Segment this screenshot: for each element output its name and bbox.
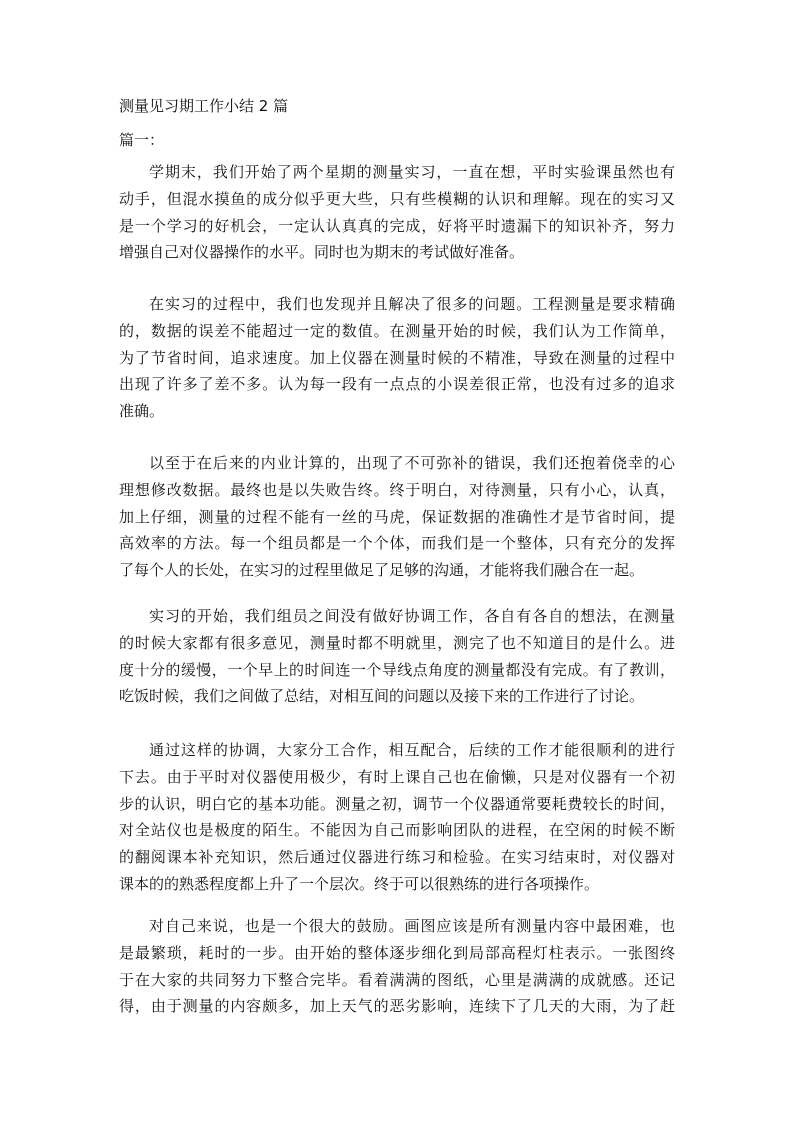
paragraph-line: 课本的的熟悉程度都上升了一个层次。终于可以很熟练的进行各项操作。 [119,874,600,893]
paragraph-line: 度十分的缓慢，一个早上的时间连一个导线点角度的测量都没有完成。有了教训， [119,660,675,679]
paragraph-line: 为了节省时间，追求速度。加上仪器在测量时候的不精准，导致在测量的过程中 [119,348,675,367]
paragraph-line: 的，数据的误差不能超过一定的数值。在测量开始的时候，我们认为工作简单， [119,321,675,340]
paragraph-line: 步的认识，明白它的基本功能。测量之初，调节一个仪器通常要耗费较长的时间， [119,794,675,813]
paragraph-line: 得，由于测量的内容颇多，加上天气的恶劣影响，连续下了几天的大雨，为了赶 [119,997,675,1016]
paragraph-line: 学期末，我们开始了两个星期的测量实习，一直在想，平时实验课虽然也有 [149,163,675,181]
paragraph-line: 了每个人的长处，在实习的过程里做足了足够的沟通，才能将我们融合在一起。 [119,561,645,580]
paragraph-3 [119,450,675,584]
paragraph-line: 准确。 [119,402,165,421]
paragraph-line: 在实习的过程中，我们也发现并且解决了很多的问题。工程测量是要求精确 [149,295,675,313]
paragraph-line: 对自己来说，也是一个很大的鼓励。画图应该是所有测量内容中最困难，也 [149,917,675,935]
paragraph-5 [119,737,675,898]
paragraph-line: 增强自己对仪器操作的水平。同时也为期末的考试做好准备。 [119,243,525,262]
paragraph-line: 是一个学习的好机会，一定认认真真的完成，好将平时遗漏下的知识补齐，努力 [119,216,675,235]
paragraph-4 [119,603,675,710]
paragraph-line: 对全站仪也是极度的陌生。不能因为自己而影响团队的进程，在空闲的时候不断 [119,821,675,840]
document-title: 测量见习期工作小结 2 篇 [119,97,289,115]
paragraph-line: 吃饭时候，我们之间做了总结，对相互间的问题以及接下来的工作进行了讨论。 [119,687,645,706]
paragraph-line: 实习的开始，我们组员之间没有做好协调工作，各自有各自的想法，在测量 [149,607,675,625]
paragraph-6 [119,913,675,1020]
paragraph-line: 的翻阅课本补充知识，然后通过仪器进行练习和检验。在实习结束时，对仪器对 [119,848,675,867]
paragraph-line: 以至于在后来的内业计算的，出现了不可弥补的错误，我们还抱着侥幸的心 [149,454,675,472]
paragraph-2 [119,291,675,425]
paragraph-line: 下去。由于平时对仪器使用极少，有时上课自己也在偷懒，只是对仪器有一个初 [119,767,675,786]
paragraph-1 [119,159,675,266]
paragraph-line: 于在大家的共同努力下整合完毕。看着满满的图纸，心里是满满的成就感。还记 [119,970,675,989]
paragraph-line: 的时候大家都有很多意见，测量时都不明就里，测完了也不知道目的是什么。进 [119,633,675,652]
paragraph-line: 出现了许多了差不多。认为每一段有一点点的小误差很正常，也没有过多的追求 [119,375,675,394]
paragraph-line: 理想修改数据。最终也是以失败告终。终于明白，对待测量，只有小心，认真， [119,480,675,499]
section-label: 篇一： [119,131,165,149]
paragraph-line: 加上仔细，测量的过程不能有一丝的马虎，保证数据的准确性才是节省时间，提 [119,507,675,526]
paragraph-line: 动手，但混水摸鱼的成分似乎更大些，只有些模糊的认识和理解。现在的实习又 [119,189,675,208]
paragraph-line: 高效率的方法。每一个组员都是一个个体，而我们是一个整体，只有充分的发挥 [119,534,675,553]
paragraph-line: 是最繁琐，耗时的一步。由开始的整体逐步细化到局部高程灯柱表示。一张图终 [119,943,675,962]
paragraph-line: 通过这样的协调，大家分工合作，相互配合，后续的工作才能很顺利的进行 [149,741,675,759]
